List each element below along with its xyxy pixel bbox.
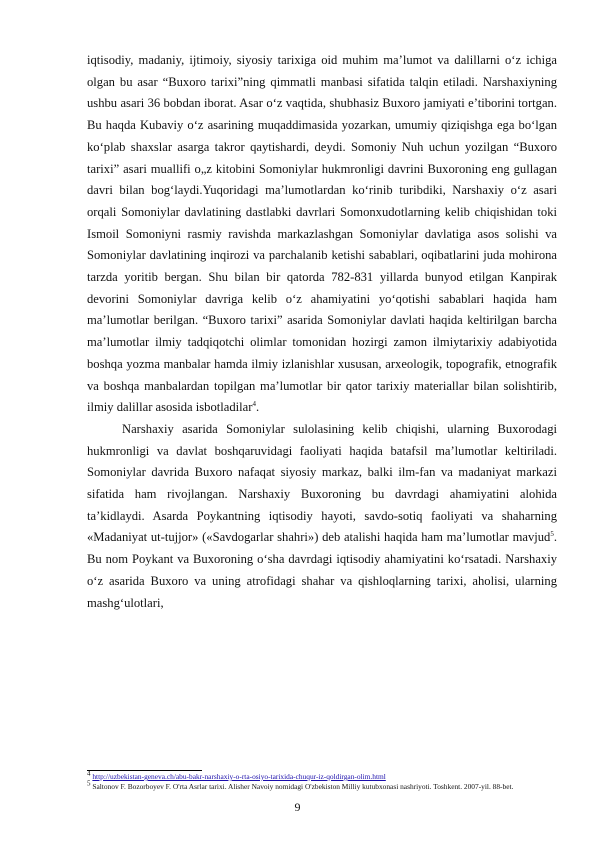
paragraph-2-text-b: . Bu nom Poykant va Buxoroning o‘sha davrdagi iqtisodiy ahamiyatini ko‘rsatadi. Narshaxiy o‘z asarida Buxoro va uning atrofidagi shahar va qishloqlarning tarixi, aholisi, ularning mashg‘ulotlari,	[87, 530, 557, 610]
paragraph-2	[87, 419, 557, 614]
footnote-5-text: Saltonov F. Bozorboyev F. O'rta Asrlar tarixi. Alisher Navoiy nomidagi O'zbekiston Milliy kutubxonasi nashriyoti. Toshkent. 2007-yil. 88-bet.	[92, 782, 514, 791]
paragraph-2-text-a: Narshaxiy asarida Somoniylar sulolasining kelib chiqishi, ularning Buxorodagi hukmronligi va davlat boshqaruvidagi faoliyati haqida batafsil ma’lumotlar keltiriladi. Somoniylar davrida Buxoro nafaqat siyosiy markaz, balki ilm-fan va madaniyat markazi sifatida ham rivojlangan. Narshaxiy Buxoroning bu davrdagi ahamiyatini alohida ta’kidlaydi. Asarda Poykantning iqtisodiy hayoti, savdo-sotiq faoliyati va shaharning «Madaniyat ut-tujjor» («Savdogarlar shahri») deb atalishi haqida ham ma’lumotlar mavjud	[87, 421, 557, 545]
footnote-ref-4[interactable]: 4	[252, 400, 256, 409]
footnote-4-link[interactable]: http://uzbekistan-geneva.ch/abu-bakr-narshaxiy-o-rta-osiyo-tarixida-chuqur-iz-qoldirgan-olim.html	[92, 772, 386, 781]
footnote-4-number: 4	[87, 769, 91, 778]
footnote-4	[87, 769, 557, 782]
footnote-ref-5[interactable]: 5	[550, 530, 554, 539]
footnote-separator	[87, 770, 202, 771]
paragraph-1-text: iqtisodiy, madaniy, ijtimoiy, siyosiy tarixiga oid muhim ma’lumot va dalillarni o‘z ichiga olgan bu asar “Buxoro tarixi”ning qimmatli manbasi sifatida talqin etiladi. Narshaxiyning ushbu asari 36 bobdan iborat. Asar o‘z vaqtida, shubhasiz Buxoro jamiyati e’tiborini tortgan. Bu haqda Kubaviy o‘z asarining muqaddimasida yozarkan, umumiy qiziqishga ega bo‘lgan ko‘plab shaxslar asarga takror qaytishardi, deydi. Somoniy Nuh uchun yozilgan “Buxoro tarixi” asari muallifi o„z kitobini Somoniylar hukmronligi davrini Buxoroning eng gullagan davri bilan bog‘laydi.Yuqoridagi ma’lumotlardan ko‘rinib turibdiki, Narshaxiy o‘z asari orqali Somoniylar davlatining dastlabki davrlari Somonxudotlarning kelib chiqishidan toki Ismoil Somoniyni rasmiy ravishda markazlashgan Somoniylar davlatiga asos solishi va Somoniylar davlatining inqirozi va parchalanib ketishi sabablari, oqibatlarini juda mohirona tarzda yoritib bergan. Shu bilan bir qatorda 782-831 yillarda bunyod etilgan Kanpirak devorini Somoniylar davriga kelib o‘z ahamiyatini yo‘qotishi sabablari haqida ham ma’lumotlar berilgan. “Buxoro tarixi” asarida Somoniylar davlati haqida keltirilgan barcha ma’lumotlar ilmiy tadqiqotchi olimlar tomonidan hozirgi zamon ilmiytarixiy adabiyotida boshqa yozma manbalar hamda ilmiy izlanishlar xususan, arxeologik, topografik, etnografik va boshqa manbalardan topilgan ma’lumotlar bir qator tarixiy materiallar bilan solishtirib, ilmiy dalillar asosida isbotladilar	[87, 53, 557, 415]
footnote-5	[87, 779, 557, 792]
footnote-5-number: 5	[87, 779, 91, 788]
paragraph-1	[87, 50, 557, 419]
footnotes	[87, 769, 557, 792]
document-body	[87, 50, 557, 614]
paragraph-1-end: .	[255, 400, 260, 415]
page-number: 9	[294, 800, 301, 814]
